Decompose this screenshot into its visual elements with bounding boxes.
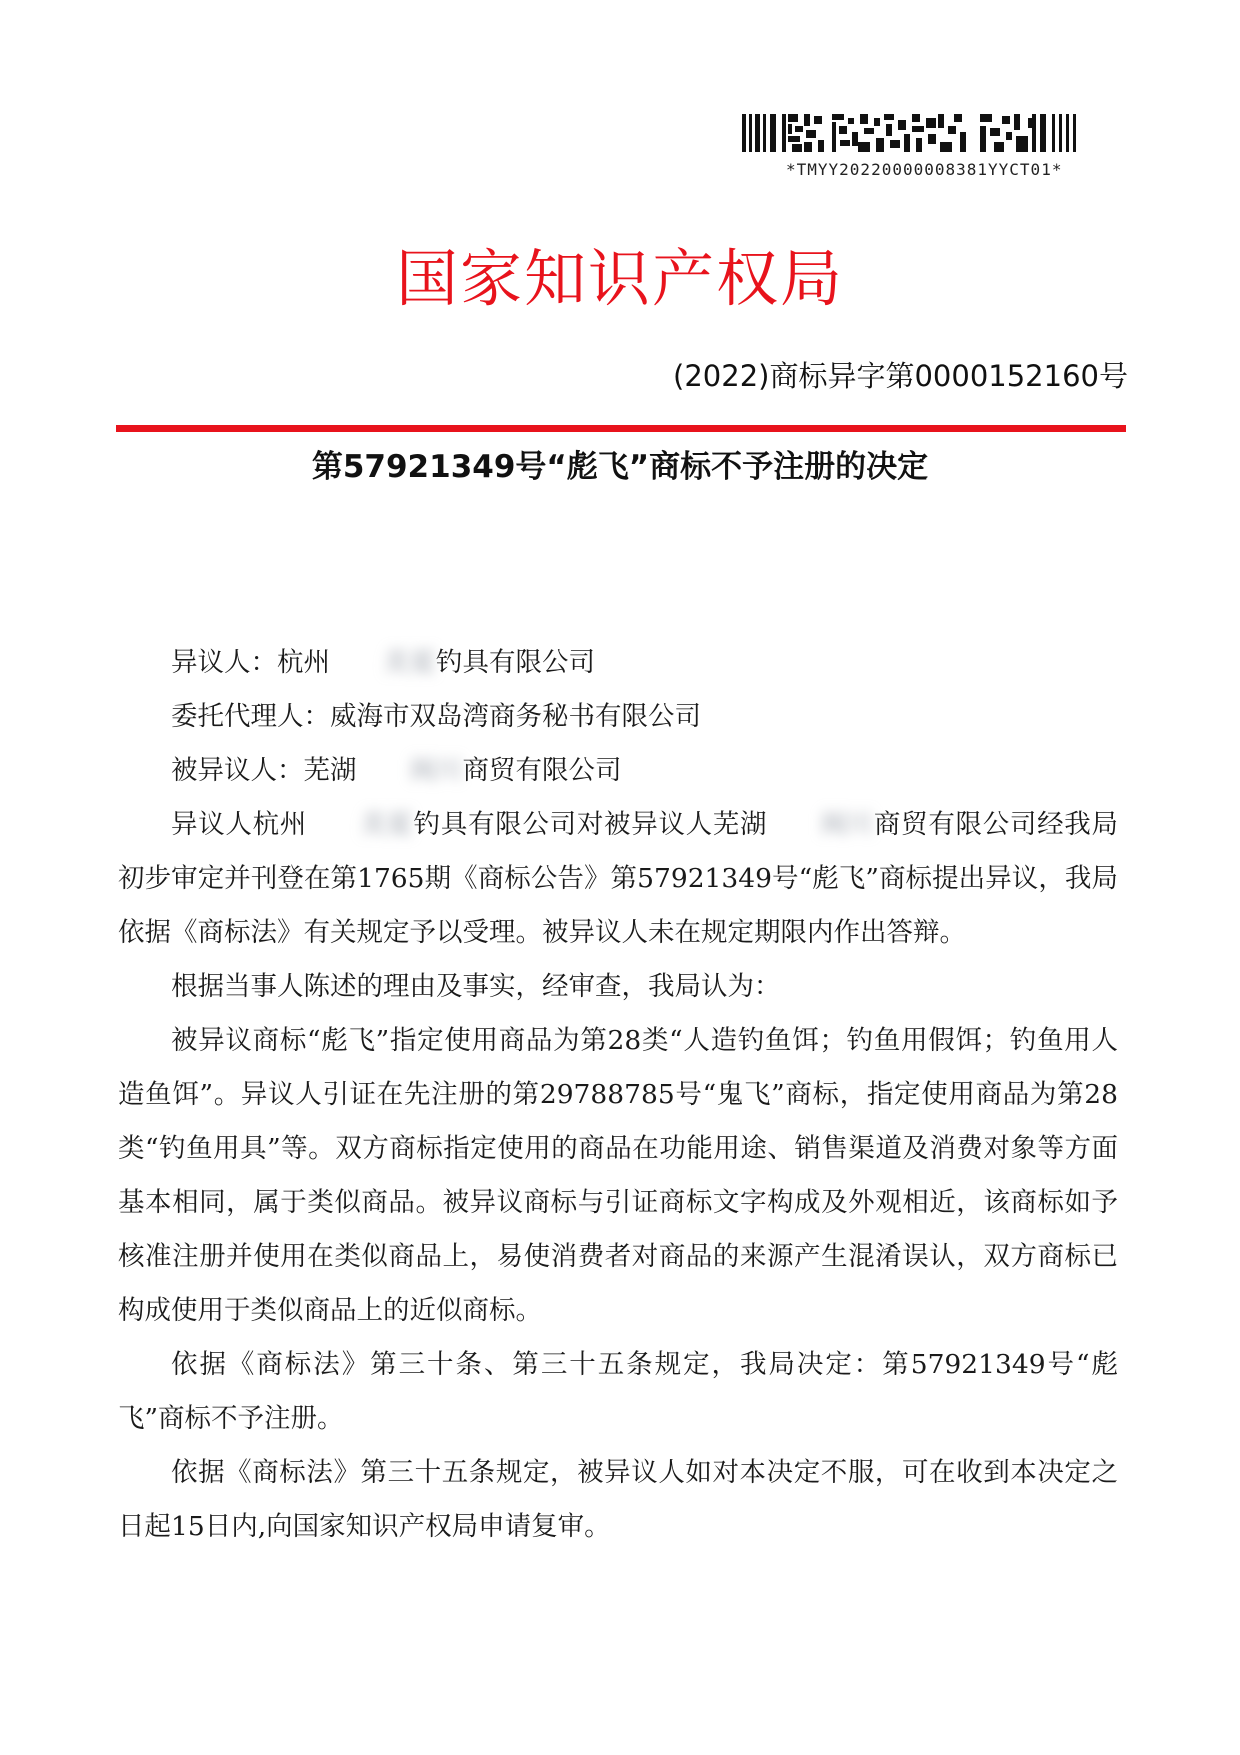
- paragraph-analysis: 被异议商标“彪飞”指定使用商品为第28类“人造钓鱼饵；钓鱼用假饵；钓鱼用人造鱼饵”。异议人引证在先注册的第29788785号“鬼飞”商标，指定使用商品为第28类“钓鱼用具”等。双方商标指定使用的商品在功能用途、销售渠道及消费对象等方面基本相同，属于类似商品。被异议商标与引证商标文字构成及外观相近，该商标如予核准注册并使用在类似商品上，易使消费者对商品的来源产生混淆误认，双方商标已构成使用于类似商品上的近似商标。: [118, 1025, 1118, 1326]
- document-number: (2022)商标异字第0000152160号: [673, 359, 1128, 393]
- respondent-name-suffix: 商贸有限公司: [462, 755, 622, 786]
- redacted-text: 闽川: [409, 755, 463, 786]
- respondent-name-prefix: 芜湖: [303, 755, 357, 786]
- agent-name: 威海市双岛湾商务秘书有限公司: [330, 701, 701, 732]
- paragraph-decision: 依据《商标法》第三十条、第三十五条规定，我局决定：第57921349号“彪飞”商标不予注册。: [118, 1349, 1118, 1434]
- opponent-name-suffix: 钓具有限公司: [436, 647, 595, 678]
- agent-line: [118, 690, 1118, 744]
- agent-label: 委托代理人：: [171, 701, 330, 732]
- respondent-label: 被异议人：: [171, 755, 304, 786]
- opponent-line: [118, 636, 1118, 690]
- document-title: 第57921349号“彪飞”商标不予注册的决定: [311, 449, 929, 485]
- paragraph-text: 钓具有限公司对被异议人芜湖: [412, 809, 768, 840]
- redacted-text: 美夏: [359, 809, 413, 840]
- paragraph-appeal: 依据《商标法》第三十五条规定，被异议人如对本决定不服，可在收到本决定之日起15日内,向国家知识产权局申请复审。: [118, 1457, 1118, 1542]
- redacted-text: 美夏: [383, 647, 436, 678]
- redacted-text: 闽川: [820, 809, 874, 840]
- paragraph-text: 异议人杭州: [171, 809, 307, 840]
- barcode-image: [740, 112, 1090, 156]
- barcode-number: *TMYY20220000008381YYCT01*: [786, 160, 1063, 179]
- opponent-name-prefix: 杭州: [277, 647, 330, 678]
- red-divider: [116, 425, 1126, 432]
- paragraph-review: 根据当事人陈述的理由及事实，经审查，我局认为：: [171, 971, 781, 1002]
- agency-name: 国家知识产权局: [395, 242, 844, 315]
- barcode: [740, 112, 1100, 182]
- respondent-line: [118, 744, 1118, 798]
- paragraph-opposition: [118, 798, 1118, 960]
- document-body: [118, 636, 1118, 1554]
- paragraph-text: 商贸有限公司经我局初步审定并刊登在第1765期《商标公告》第57921349号“彪飞”商标提出异议，我局依据《商标法》有关规定予以受理。被异议人未在规定期限内作出答辩。: [118, 809, 1119, 948]
- opponent-label: 异议人：: [171, 647, 277, 678]
